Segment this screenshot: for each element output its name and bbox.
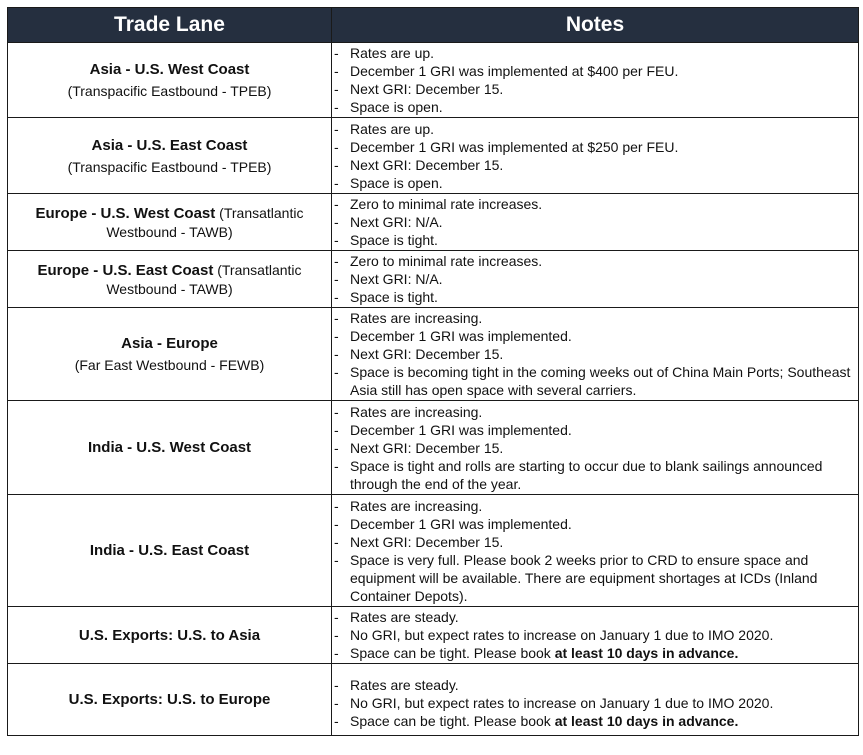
trade-lane-cell: [8, 607, 332, 664]
note-item: - December 1 GRI was implemented.: [334, 328, 572, 344]
table-row: [8, 308, 859, 401]
table-header-row: [8, 8, 859, 43]
emphasis-text: at least 10 days in advance.: [554, 713, 739, 729]
note-item: - Space is tight.: [334, 232, 438, 248]
note-item: - Next GRI: December 15.: [334, 346, 504, 362]
lane-name: Asia - U.S. East Coast: [91, 136, 248, 154]
lane-subtitle: (Transpacific Eastbound - TPEB): [67, 158, 272, 175]
notes-list: [332, 252, 858, 306]
note-item: - Next GRI: N/A.: [334, 271, 443, 287]
note-item: - December 1 GRI was implemented at $400 per FEU.: [334, 63, 679, 79]
table-row: [8, 401, 859, 495]
trade-lane-table: [7, 7, 859, 736]
table-row: [8, 495, 859, 607]
note-item: - Zero to minimal rate increases.: [334, 253, 543, 269]
note-item: - December 1 GRI was implemented.: [334, 421, 572, 438]
notes-list: [332, 309, 858, 399]
notes-list: [332, 608, 858, 662]
trade-lane-cell: [8, 664, 332, 736]
trade-lane-cell: [8, 308, 332, 401]
notes-list: [332, 44, 858, 116]
notes-list: [332, 120, 858, 192]
lane-name: Asia - Europe: [121, 335, 218, 352]
lane-subtitle: (Transatlantic Westbound - TAWB): [106, 204, 304, 240]
trade-lane-cell: [8, 194, 332, 251]
notes-cell: [332, 118, 859, 194]
note-item: - Rates are steady.: [334, 609, 459, 625]
notes-list: [332, 403, 858, 493]
lane-name: India - U.S. East Coast: [89, 542, 250, 559]
lane-name: Europe - U.S. West Coast: [35, 204, 216, 222]
note-item: - Rates are increasing.: [334, 497, 483, 514]
table-row: [8, 251, 859, 308]
notes-cell: [332, 495, 859, 607]
note-item: - Rates are up.: [334, 120, 435, 137]
emphasis-text: at least 10 days in advance.: [554, 645, 739, 661]
trade-lane-cell: [8, 401, 332, 495]
table-row: [8, 118, 859, 194]
trade-lane-cell: [8, 251, 332, 308]
trade-lane-cell: [8, 43, 332, 118]
note-item: - No GRI, but expect rates to increase on January 1 due to IMO 2020.: [334, 695, 774, 711]
note-item: - December 1 GRI was implemented at $250 per FEU.: [334, 138, 679, 155]
table-row: [8, 607, 859, 664]
notes-list: [332, 676, 858, 730]
note-item: - Space is very full. Please book 2 weeks prior to CRD to ensure space and equipment will be available. There are equipment shortages at ICDs (Inland Container Depots).: [334, 551, 818, 604]
note-item: - Rates are increasing.: [334, 403, 483, 420]
note-item: - Space is open.: [334, 99, 443, 115]
note-item: - Next GRI: December 15.: [334, 156, 504, 173]
note-item: - Next GRI: N/A.: [334, 214, 443, 230]
note-item: - Zero to minimal rate increases.: [334, 196, 543, 212]
note-item: - Space is becoming tight in the coming weeks out of China Main Ports; Southeast Asia still has open space with several carriers.: [334, 364, 851, 398]
column-header-trade-lane: Trade Lane: [8, 8, 332, 43]
notes-cell: [332, 194, 859, 251]
notes-cell: [332, 664, 859, 736]
notes-list: [332, 195, 858, 249]
note-item: - Next GRI: December 15.: [334, 533, 504, 550]
lane-name: Europe - U.S. East Coast: [37, 261, 214, 279]
trade-lane-cell: [8, 118, 332, 194]
note-item: - Space is open.: [334, 174, 443, 191]
notes-cell: [332, 607, 859, 664]
note-item: - Rates are up.: [334, 45, 435, 61]
note-item: - Next GRI: December 15.: [334, 439, 504, 456]
lane-subtitle: (Far East Westbound - FEWB): [74, 357, 265, 373]
note-item: - Space can be tight. Please book at least 10 days in advance.: [334, 645, 739, 661]
lane-subtitle: (Transatlantic Westbound - TAWB): [106, 261, 302, 297]
trade-lane-cell: [8, 495, 332, 607]
note-item: - Space can be tight. Please book at least 10 days in advance.: [334, 713, 739, 729]
column-header-notes: Notes: [332, 8, 859, 43]
table-row: [8, 664, 859, 736]
lane-name: India - U.S. West Coast: [87, 439, 252, 456]
notes-cell: [332, 251, 859, 308]
lane-subtitle: (Transpacific Eastbound - TPEB): [67, 83, 272, 99]
note-item: - Space is tight and rolls are starting to occur due to blank sailings announced through the end of the year.: [334, 457, 823, 492]
note-item: - Rates are increasing.: [334, 310, 483, 326]
table-row: [8, 194, 859, 251]
note-item: - Space is tight.: [334, 289, 438, 305]
notes-list: [332, 497, 858, 605]
lane-name: U.S. Exports: U.S. to Europe: [68, 691, 271, 708]
table-row: [8, 43, 859, 118]
note-item: - Rates are steady.: [334, 677, 459, 693]
lane-name: U.S. Exports: U.S. to Asia: [78, 626, 261, 644]
lane-name: Asia - U.S. West Coast: [89, 61, 250, 78]
notes-cell: [332, 308, 859, 401]
note-item: - No GRI, but expect rates to increase on January 1 due to IMO 2020.: [334, 627, 774, 643]
note-item: - December 1 GRI was implemented.: [334, 515, 572, 532]
notes-cell: [332, 43, 859, 118]
note-item: - Next GRI: December 15.: [334, 81, 504, 97]
notes-cell: [332, 401, 859, 495]
